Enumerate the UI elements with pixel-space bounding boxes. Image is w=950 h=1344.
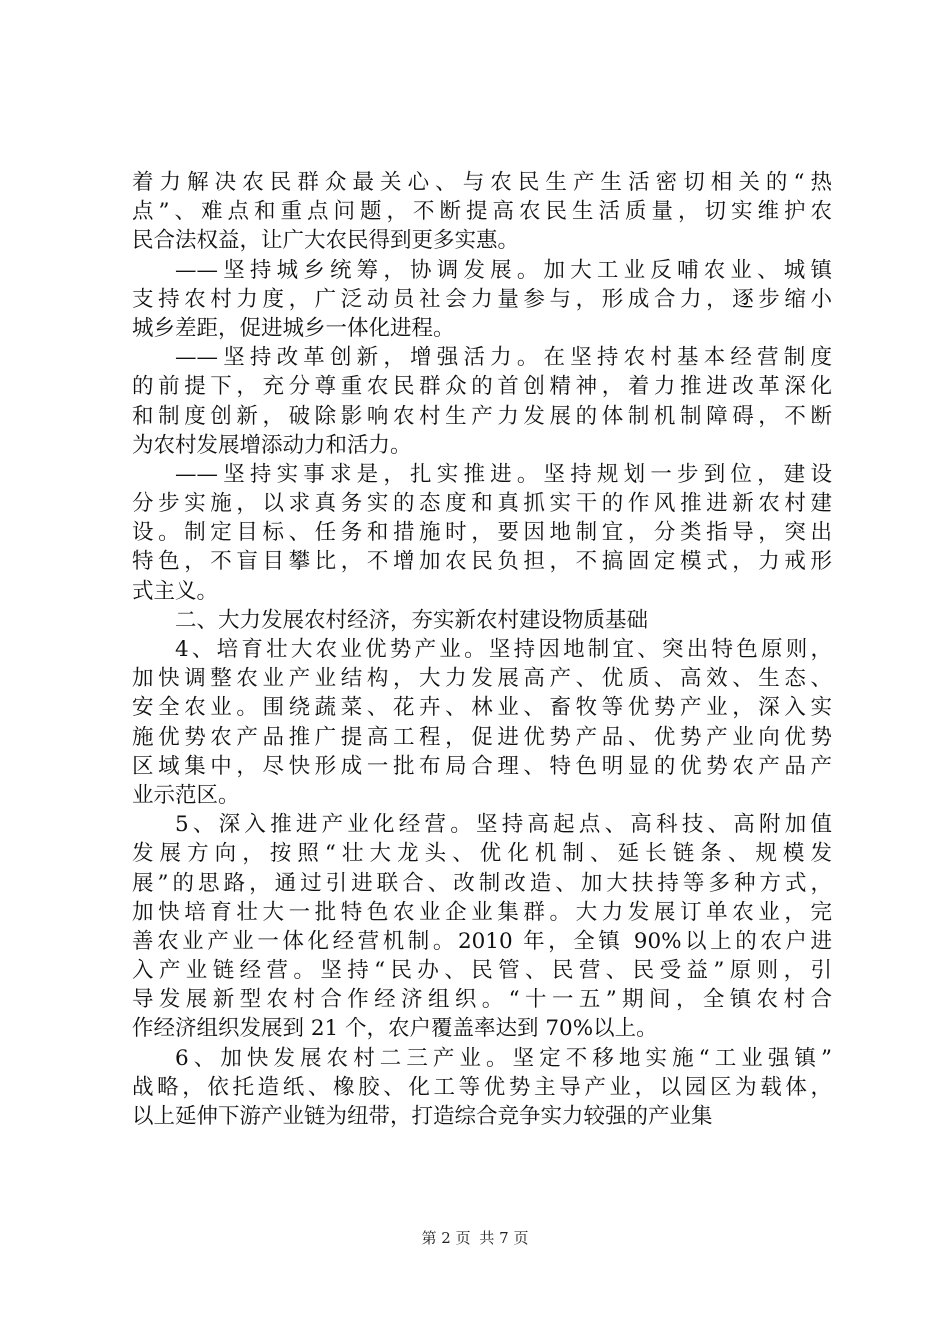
text-line: 战略，依托造纸、橡胶、化工等优势主导产业，以园区为载体， [132,1074,832,1100]
text-line: ——坚持改革创新，增强活力。在坚持农村基本经营制度 [175,345,832,371]
text-line: 式主义。 [132,578,219,604]
text-line: 安全农业。围绕蔬菜、花卉、林业、畜牧等优势产业，深入实 [132,695,832,721]
page-total: 共 7 页 [479,1229,529,1247]
text-line: 作经济组织发展到 21 个，农户覆盖率达到 70%以上。 [132,1016,658,1042]
paragraph [132,606,832,635]
document-body [132,168,832,1131]
paragraph [132,343,832,460]
text-line: 特色，不盲目攀比，不增加农民负担，不搞固定模式，力戒形 [132,549,832,575]
paragraph [132,1044,832,1132]
text-line: 入产业链经营。坚持“民办、民管、民营、民受益”原则，引 [132,958,832,984]
page-footer [0,1228,950,1248]
text-line: 二、大力发展农村经济，夯实新农村建设物质基础 [175,607,649,633]
paragraph [132,635,832,810]
text-line: 加快调整农业产业结构，大力发展高产、优质、高效、生态、 [132,666,832,692]
text-line: 支持农村力度，广泛动员社会力量参与，形成合力，逐步缩小 [132,286,832,312]
text-line: 4、培育壮大农业优势产业。坚持因地制宜、突出特色原则， [175,637,832,662]
text-line: ——坚持实事求是，扎实推进。坚持规划一步到位，建设 [175,461,832,487]
paragraph [132,168,832,256]
text-line: 加快培育壮大一批特色农业企业集群。大力发展订单农业，完 [132,899,832,925]
text-line: 点”、难点和重点问题，不断提高农民生活质量，切实维护农 [132,199,832,225]
text-line: 民合法权益，让广大农民得到更多实惠。 [132,228,520,254]
text-line: ——坚持城乡统筹，协调发展。加大工业反哺农业、城镇 [175,257,832,283]
text-line: 6、加快发展农村二三产业。坚定不移地实施“工业强镇” [175,1045,832,1071]
text-line: 分步实施，以求真务实的态度和真抓实干的作风推进新农村建 [132,491,832,517]
text-line: 着力解决农民群众最关心、与农民生产生活密切相关的“热 [132,170,832,195]
text-line: 和制度创新，破除影响农村生产力发展的体制机制障碍，不断 [132,403,832,429]
paragraph [132,460,832,606]
text-line: 城乡差距，促进城乡一体化进程。 [132,315,455,341]
text-line: 的前提下，充分尊重农民群众的首创精神，着力推进改革深化 [132,374,832,400]
text-line: 5、深入推进产业化经营。坚持高起点、高科技、高附加值 [175,812,832,838]
text-line: 发展方向，按照“壮大龙头、优化机制、延长链条、规模发 [132,841,832,867]
text-line: 展”的思路，通过引进联合、改制改造、加大扶持等多种方式， [132,870,832,896]
text-line: 导发展新型农村合作经济组织。“十一五”期间，全镇农村合 [132,987,832,1013]
text-line: 区域集中，尽快形成一批布局合理、特色明显的优势农产品产 [132,753,832,779]
text-line: 以上延伸下游产业链为纽带，打造综合竞争实力较强的产业集 [132,1104,713,1129]
text-line: 施优势农产品推广提高工程，促进优势产品、优势产业向优势 [132,724,832,750]
text-line: 善农业产业一体化经营机制。2010 年，全镇 90%以上的农户进 [132,928,832,954]
text-line: 为农村发展增添动力和活力。 [132,432,412,458]
text-line: 设。制定目标、任务和措施时，要因地制宜，分类指导，突出 [132,520,832,546]
page-number: 第 2 页 [421,1229,471,1247]
text-line: 业示范区。 [132,782,240,808]
paragraph [132,256,832,344]
paragraph [132,810,832,1044]
